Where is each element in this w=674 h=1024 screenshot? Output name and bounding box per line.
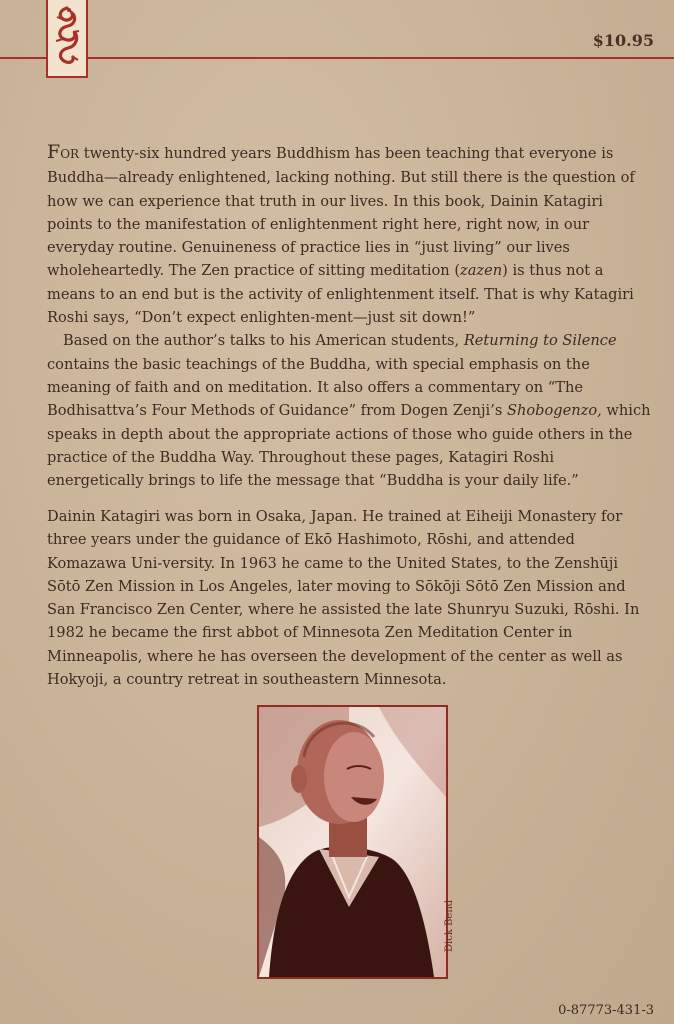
small-caps-word: OR [60,147,80,161]
description-paragraph-2 [47,329,653,492]
bio-paragraph: Dainin Katagiri was born in Osaka, Japan. He trained at Eiheiji Monastery for three years under the guidance of Ekō Hashimoto, Rōshi, and attended Komazawa Uni-versity. In 1963 he came to the United States, to the Zenshūji Sōtō Zen Mission in Los Angeles, later moving to Sōkōji Sōtō Zen Mission and San Francisco Zen Center, where he assisted the late Shunryu Suzuki, Rōshi. In 1982 he became the first abbot of Minnesota Zen Meditation Center in Minneapolis, where he has overseen the development of the center as well as Hokyoji, a country retreat in southeastern Minnesota. [47,508,640,689]
description-text: which speaks in depth about the appropriate actions of those who guide others in the practice of the Buddha Way. Throughout these pages, Katagiri Roshi energetically brings to life the message that “Buddha is your daily life.” [47,402,651,490]
author-bio [47,505,653,691]
book-title: Returning to Silence [463,332,617,350]
work-title: Shobogenzo, [506,402,602,420]
book-description [47,141,653,492]
isbn-number: 0-87773-431-3 [558,1003,654,1018]
header-rule [0,57,674,59]
description-paragraph-1 [47,141,653,329]
description-text: Based on the author’s talks to his American students, [63,332,464,350]
photo-credit: Dick Bend [444,899,455,952]
description-text: contains the basic teachings of the Buddha, with special emphasis on the meaning of faith and on meditation. It also offers a commentary on “The Bodhisattva’s Four Methods of Guidance” from Dogen Zenji’s [47,355,590,420]
description-text: twenty-six hundred years Buddhism has been teaching that everyone is Buddha—already enlightened, lacking nothing. But still there is the question of how we can experience that truth in our lives. In this book, Dainin Katagiri points to the manifestation of enlightenment right here, right now, in our everyday routine. Genuineness of practice lies in “just living” our lives wholeheartedly. The Zen practice of sitting meditation ( [47,145,635,280]
price-label: $10.95 [592,31,654,50]
emphasis-text: zazen [460,262,503,280]
description-text: ) is thus not a means to an end but is the activity of enlightenment itself. That is why Katagiri Roshi says, “Don’t expect enlighten-ment—just sit down!” [47,262,634,327]
author-photo [257,705,448,979]
dragon-logo [46,0,88,78]
drop-cap: F [47,141,61,163]
